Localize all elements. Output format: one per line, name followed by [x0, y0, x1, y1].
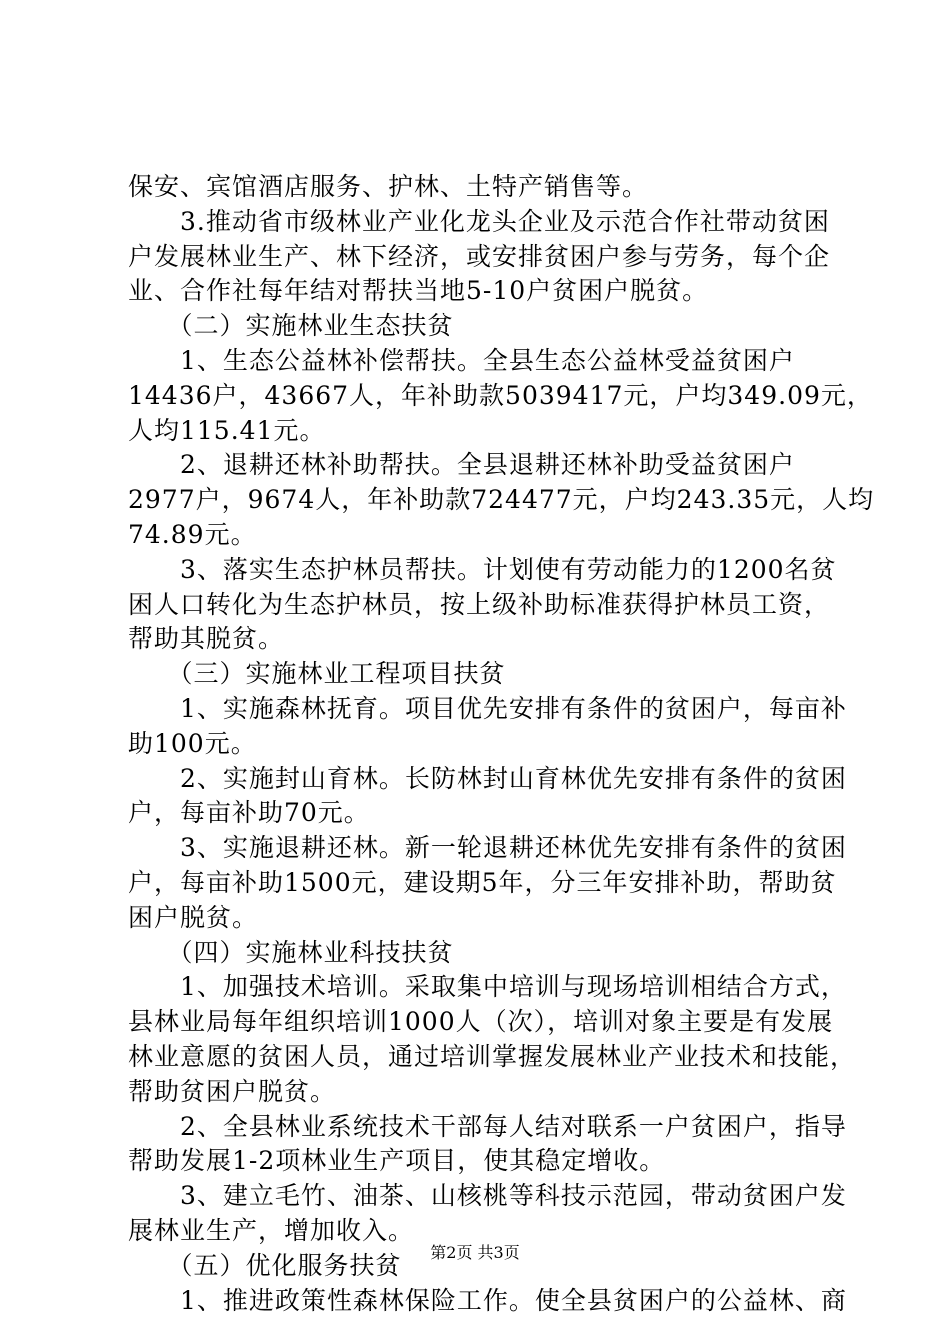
text-line: 2、实施封山育林。长防林封山育林优先安排有条件的贫困 — [128, 764, 847, 793]
text-line: （二）实施林业生态扶贫 — [128, 311, 454, 340]
text-line: 困人口转化为生态护林员，按上级补助标准获得护林员工资， — [128, 590, 831, 619]
text-line: 1、实施森林抚育。项目优先安排有条件的贫困户，每亩补 — [128, 694, 847, 723]
page-footer: 第2页 共3页 — [430, 1243, 520, 1262]
text-line: 保安、宾馆酒店服务、护林、土特产销售等。 — [128, 172, 649, 201]
text-line: 3.推动省市级林业产业化龙头企业及示范合作社带动贫困 — [128, 207, 830, 236]
text-line: 3、实施退耕还林。新一轮退耕还林优先安排有条件的贫困 — [128, 833, 847, 862]
text-line: 1、推进政策性森林保险工作。使全县贫困户的公益林、商 — [128, 1286, 847, 1315]
text-line: （四）实施林业科技扶贫 — [128, 938, 454, 967]
text-line: 人均115.41元。 — [128, 416, 326, 445]
text-line: 展林业生产，增加收入。 — [128, 1216, 415, 1245]
text-line: 3、落实生态护林员帮扶。计划使有劳动能力的1200名贫 — [128, 555, 837, 584]
text-line: 2、全县林业系统技术干部每人结对联系一户贫困户，指导 — [128, 1112, 847, 1141]
text-line: 帮助贫困户脱贫。 — [128, 1077, 337, 1106]
text-line: 户发展林业生产、林下经济，或安排贫困户参与劳务，每个企 — [128, 242, 831, 271]
text-line: 林业意愿的贫困人员，通过培训掌握发展林业产业技术和技能， — [128, 1042, 857, 1071]
text-line: 帮助其脱贫。 — [128, 624, 285, 653]
text-line: 14436户，43667人，年补助款5039417元，户均349.09元， — [128, 381, 873, 410]
text-line: 1、加强技术培训。采取集中培训与现场培训相结合方式， — [128, 972, 847, 1001]
text-line: （五）优化服务扶贫 — [128, 1251, 402, 1280]
text-line: （三）实施林业工程项目扶贫 — [128, 659, 506, 688]
text-line: 2977户，9674人，年补助款724477元，户均243.35元，人均 — [128, 485, 875, 514]
text-line: 2、退耕还林补助帮扶。全县退耕还林补助受益贫困户 — [128, 450, 795, 479]
text-line: 县林业局每年组织培训1000人（次），培训对象主要是有发展 — [128, 1007, 834, 1036]
text-line: 3、建立毛竹、油茶、山核桃等科技示范园，带动贫困户发 — [128, 1181, 847, 1210]
text-line: 帮助发展1-2项林业生产项目，使其稳定增收。 — [128, 1146, 666, 1175]
text-line: 业、合作社每年结对帮扶当地5-10户贫困户脱贫。 — [128, 276, 709, 305]
text-line: 助100元。 — [128, 729, 257, 758]
text-line: 户，每亩补助70元。 — [128, 798, 370, 827]
text-line: 1、生态公益林补偿帮扶。全县生态公益林受益贫困户 — [128, 346, 795, 375]
text-line: 户，每亩补助1500元，建设期5年，分三年安排补助，帮助贫 — [128, 868, 837, 897]
text-line: 74.89元。 — [128, 520, 257, 549]
text-line: 困户脱贫。 — [128, 903, 259, 932]
